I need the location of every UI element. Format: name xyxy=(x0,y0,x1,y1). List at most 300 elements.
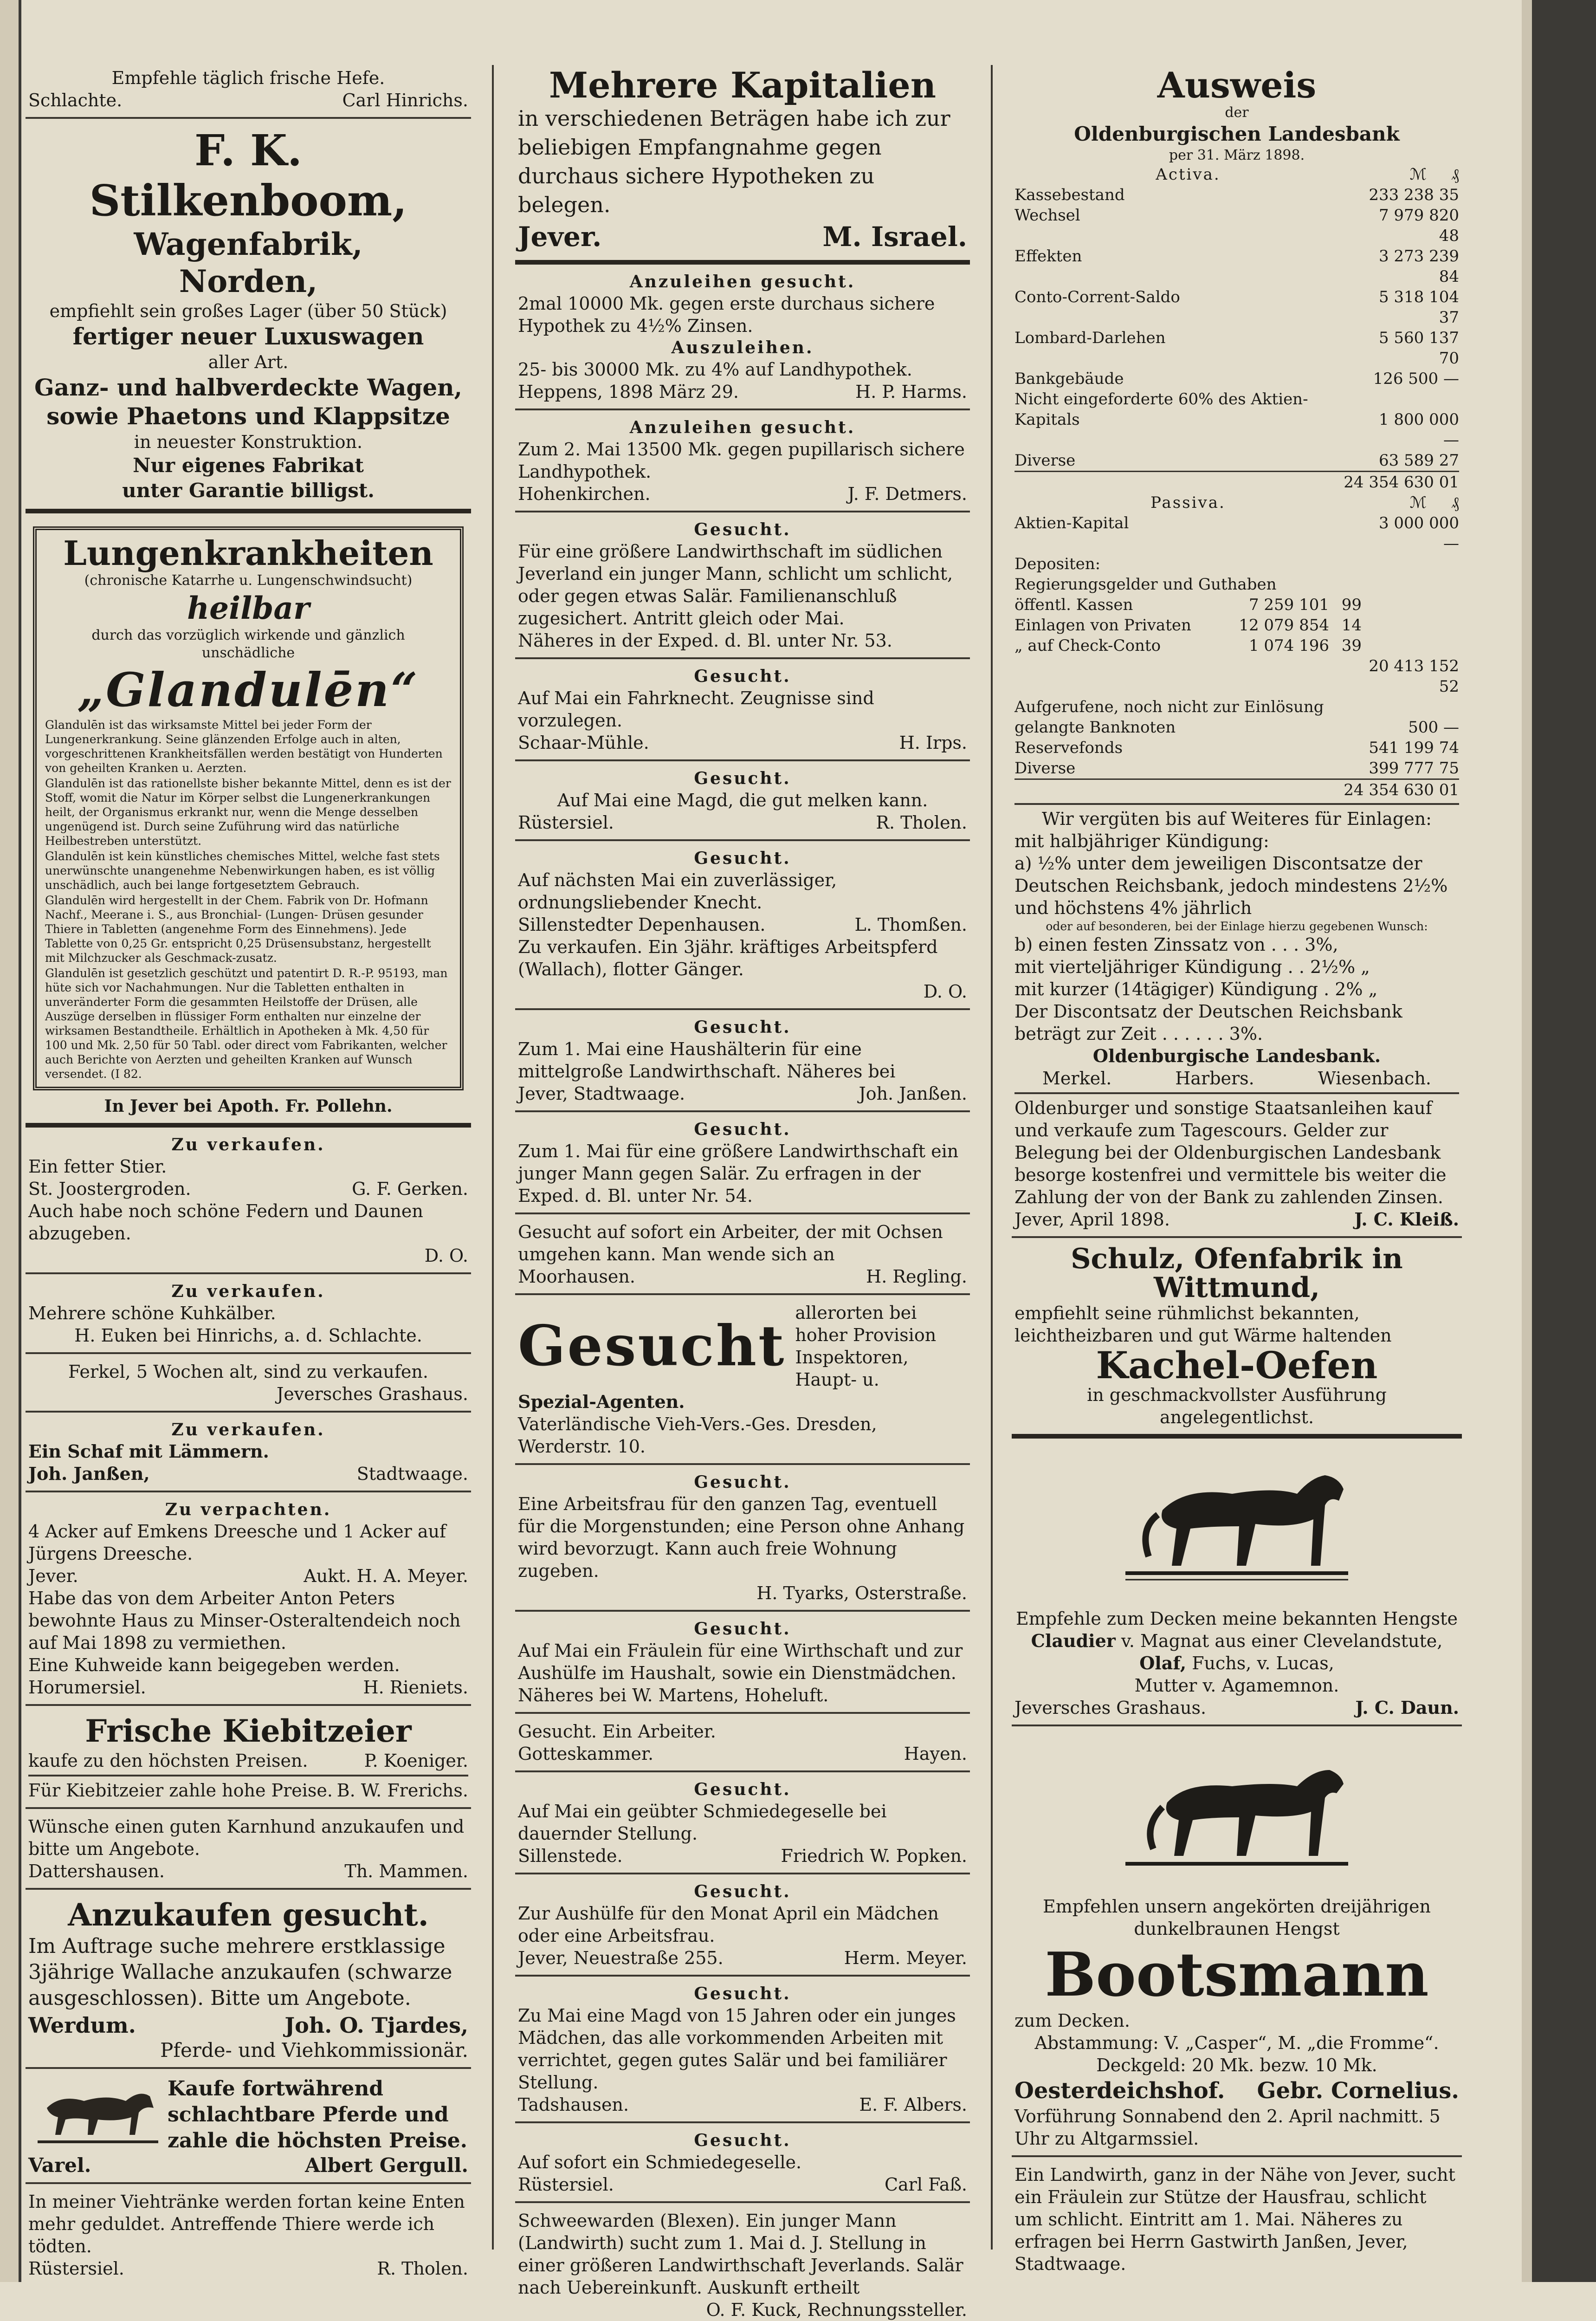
cell-label: Nicht eingeforderte 60% des Aktien- xyxy=(1014,390,1308,408)
cell-b xyxy=(1329,328,1362,369)
cell-label: Kassebestand xyxy=(1014,186,1125,204)
cell-b xyxy=(1371,389,1393,409)
ad-signer: Gebr. Cornelius. xyxy=(1257,2078,1459,2104)
ad-schweewarden xyxy=(515,2203,970,2321)
left-page-edge xyxy=(0,0,21,2282)
stallion-name: Bootsmann xyxy=(1045,1939,1429,2010)
ad-text: Fuchs, v. Lucas, xyxy=(1192,1653,1334,1673)
ad-text: Oldenburgische Landesbank. xyxy=(1092,1045,1381,1066)
cell-label: Kapitals xyxy=(1014,410,1080,429)
cell-a: 7 259 101 xyxy=(1248,596,1329,614)
currency-mark: ℳ xyxy=(1409,493,1427,512)
ad-heading: Zu verkaufen. xyxy=(171,1282,325,1301)
ad-text: Habe das von dem Arbeiter Anton Peters bewohnte Haus zu Minser-Osteraltendeich noch auf Mai 1898 zu vermiethen. xyxy=(28,1588,461,1653)
ad-signer: H. Irps. xyxy=(899,733,967,753)
ad-heading: Gesucht. xyxy=(694,1984,791,2003)
cell-label: öffentl. Kassen xyxy=(1014,596,1133,614)
ad-place: Sillenstede. xyxy=(518,1846,623,1866)
ad-heading: Gesucht. xyxy=(694,520,791,539)
ad-signer: E. F. Albers. xyxy=(859,2094,967,2115)
ad-text: der xyxy=(1225,104,1249,121)
ad-text: durch das vorzüglich wirkende und gänzlich unschädliche xyxy=(91,627,405,661)
cell-a xyxy=(1324,697,1380,717)
ad-text: 4 Acker auf Emkens Dreesche und 1 Acker auf Jürgens Dreesche. xyxy=(28,1521,446,1564)
ad-signer: D. O. xyxy=(424,1245,468,1266)
cell-b xyxy=(1329,185,1362,205)
ad-text: Wünsche einen guten Karnhund anzukaufen und bitte um Angebote. xyxy=(28,1816,465,1859)
ad-signer: Harbers. xyxy=(1175,1068,1254,1089)
ad-gesucht-5 xyxy=(515,1010,970,1112)
cell-c xyxy=(1379,574,1459,595)
cell-label: Diverse xyxy=(1014,451,1076,470)
ad-text: Abstammung: V. „Casper“, M. „die Fromme“. xyxy=(1034,2033,1439,2053)
ad-schaf xyxy=(26,1413,471,1492)
ad-place: Hohenkirchen. xyxy=(518,484,651,504)
ad-signer: J. F. Detmers. xyxy=(847,484,967,504)
cell-a xyxy=(1236,369,1329,389)
cell-label: Einlagen von Privaten xyxy=(1014,616,1191,635)
ad-place: Jever. xyxy=(28,1566,78,1586)
ad-verpachten xyxy=(26,1492,471,1706)
cell-c: 500 — xyxy=(1408,718,1459,737)
ad-heading: Gesucht. xyxy=(694,849,791,868)
ad-text: heilbar xyxy=(187,590,310,626)
ad-signer: R. Tholen. xyxy=(876,812,967,833)
cell-c: 63 589 27 xyxy=(1378,451,1459,470)
cell-a xyxy=(1308,389,1371,409)
cell-c xyxy=(1362,554,1459,574)
ad-text: mit halbjähriger Kündigung: xyxy=(1014,831,1269,851)
ad-signer: Friedrich W. Popken. xyxy=(781,1846,967,1866)
ad-gesucht-12 xyxy=(515,2123,970,2203)
cell-label: Effekten xyxy=(1014,247,1082,266)
ad-signer: P. Koeniger. xyxy=(364,1750,468,1771)
ad-signer: H. Rieniets. xyxy=(363,1677,468,1698)
cell-b: 99 xyxy=(1341,596,1362,614)
ad-subtitle: Wagenfabrik, xyxy=(134,226,363,262)
currency-mark: ₰ xyxy=(1451,165,1459,184)
ad-text: Spezial-Agenten. xyxy=(518,1391,685,1412)
ad-text: Auf nächsten Mai ein zuverlässiger, ordnungsliebender Knecht. xyxy=(518,870,837,913)
table-row xyxy=(1014,717,1459,738)
glandulen-paragraph: Glandulēn ist das rationellste bisher bekannte Mittel, denn es ist der Stoff, womit die Natur im Körper selbst die Lungenerkrankungen heilt, der Organismus erkrankt nur, wenn die Menge desselben ungenügend ist. Durch seine Zuführung wird das natürliche Heilbestreben unterstützt. xyxy=(45,777,451,848)
ad-heading: Zu verkaufen. xyxy=(171,1420,325,1439)
cell-b: 39 xyxy=(1341,636,1362,655)
ad-signer: Joh. Janßen. xyxy=(859,1083,967,1104)
cell-c xyxy=(1362,635,1459,656)
ad-text: Oldenburger und sonstige Staatsanleihen kauf und verkaufe zum Tagescours. Gelder zur Belegung bei der Oldenburgischen Landesbank besorge kostenfrei und vermittele bis weiter die Zahlung der von der Bank zu zahlenden Zinsen. xyxy=(1014,1098,1447,1207)
ad-gesucht-3 xyxy=(515,761,970,841)
horse-icon xyxy=(28,2075,168,2154)
ad-text: in verschiedenen Beträgen habe ich zur beliebigen Empfangnahme gegen durchaus sichere Hypotheken zu belegen. xyxy=(518,106,950,217)
ad-place: Stadtwaage. xyxy=(356,1464,468,1484)
cell-a xyxy=(1277,574,1353,595)
passiva-total: 24 354 630 01 xyxy=(1344,781,1459,799)
ad-text: Empfehlen unsern angekörten dreijährigen dunkelbraunen Hengst xyxy=(1043,1896,1431,1939)
ad-gesucht-4 xyxy=(515,841,970,1010)
table-row xyxy=(1014,635,1459,656)
ad-kuhkaelber xyxy=(26,1274,471,1354)
ad-signer: J. C. Kleiß. xyxy=(1354,1209,1459,1230)
ad-text: Für eine größere Landwirthschaft im südlichen Jeverland ein junger Mann, schlicht um schlicht, oder gegen etwas Salär. Familienanschluß zugesichert. Antritt gleich oder Mai. xyxy=(518,541,953,629)
ad-place: Jever. xyxy=(518,221,602,253)
ad-signer: R. Tholen. xyxy=(377,2258,468,2279)
table-row xyxy=(1014,369,1459,389)
column-rule-1 xyxy=(492,65,494,2250)
ad-heading: Gesucht. xyxy=(694,1780,791,1799)
cell-b xyxy=(1329,246,1362,287)
ad-text: mit kurzer (14tägiger) Kündigung . 2% „ xyxy=(1014,979,1378,999)
ad-place: Werdum. xyxy=(28,2013,136,2038)
cell-c: 233 238 35 xyxy=(1369,186,1459,204)
ad-heading: Gesucht. xyxy=(694,2131,791,2150)
ad-heading: Gesucht. xyxy=(694,769,791,788)
ad-text: Auf Mai eine Magd, die gut melken kann. xyxy=(557,790,928,810)
ad-text: Ein Schaf mit Lämmern. xyxy=(28,1441,269,1462)
column-2 xyxy=(515,60,970,2320)
currency-mark: ₰ xyxy=(1451,493,1459,512)
ad-title: Schulz, Ofenfabrik in Wittmund, xyxy=(1071,1243,1403,1304)
ad-text: a) ½% unter dem jeweiligen Discontsatze der Deutschen Reichsbank, jedoch mindestens 2½% und höchstens 4% jährlich xyxy=(1014,853,1448,918)
cell-label: Lombard-Darlehen xyxy=(1014,329,1166,347)
activa-header xyxy=(1014,164,1459,185)
table-row xyxy=(1014,738,1459,758)
ad-kapitalien xyxy=(515,60,970,265)
ad-date: per 31. März 1898. xyxy=(1169,147,1305,163)
ad-place: Jever, April 1898. xyxy=(1014,1209,1170,1230)
cell-c xyxy=(1362,595,1459,615)
cell-b xyxy=(1329,656,1362,697)
ad-text: Kaufe fortwährend schlachtbare Pferde und zahle die höchsten Preise. xyxy=(168,2077,467,2152)
ad-signer: Carl Hinrichs. xyxy=(342,90,468,110)
table-row xyxy=(1014,409,1459,450)
ad-text: Mutter v. Agamemnon. xyxy=(1134,1675,1339,1696)
ad-text: Nur eigenes Fabrikat xyxy=(133,454,364,477)
ad-signer: M. Israel. xyxy=(822,221,967,253)
ad-place: Oesterdeichshof. xyxy=(1014,2078,1225,2104)
ad-ausweis xyxy=(1012,60,1462,1238)
ad-signer: Carl Faß. xyxy=(884,2174,967,2195)
ad-title: Lungenkrankheiten xyxy=(63,533,433,573)
ad-gesucht-11 xyxy=(515,1977,970,2123)
cell-b xyxy=(1329,758,1362,778)
horse-icon xyxy=(1107,1450,1367,1603)
cell-a xyxy=(1236,450,1329,471)
cell-a xyxy=(1236,554,1329,574)
ad-signer: L. Thomßen. xyxy=(854,914,967,935)
right-page-edge xyxy=(1532,0,1596,2282)
cell-b xyxy=(1329,409,1362,450)
cell-c: 541 199 74 xyxy=(1369,739,1459,757)
ad-signer: H. Euken bei Hinrichs, a. d. Schlachte. xyxy=(74,1325,422,1346)
column-1 xyxy=(26,60,471,2279)
ad-anzukaufen xyxy=(26,1890,471,2069)
ad-signer: D. O. xyxy=(923,981,967,1002)
ad-signer: H. Regling. xyxy=(866,1266,967,1287)
cell-a xyxy=(1236,205,1329,246)
ad-gesucht-10 xyxy=(515,1874,970,1977)
ad-text: empfiehlt seine rühmlichst bekannten, leichtheizbaren und gut Wärme haltenden xyxy=(1014,1303,1392,1346)
ad-text: Zum 1. Mai für eine größere Landwirthschaft ein junger Mann gegen Salär. Zu erfragen in der Exped. d. Bl. unter Nr. 54. xyxy=(518,1141,959,1206)
ad-hengste xyxy=(1012,1439,1462,1726)
ad-heading: Gesucht. xyxy=(694,1018,791,1037)
ad-title: Gesucht xyxy=(518,1313,786,1379)
cell-b xyxy=(1380,697,1400,717)
ad-text: Ferkel, 5 Wochen alt, sind zu verkaufen. xyxy=(68,1361,428,1382)
ad-hefe xyxy=(26,60,471,119)
cell-a xyxy=(1236,287,1329,328)
ad-text: Wir vergüten bis auf Weiteres für Einlagen: xyxy=(1042,809,1432,829)
ad-anzuleihen-1 xyxy=(515,265,970,410)
ad-text: Schweewarden (Blexen). Ein junger Mann (Landwirth) sucht zum 1. Mai d. J. Stellung in einer größeren Landwirthschaft Jeverlands. Salär nach Uebereinkunft. Auskunft ertheilt xyxy=(518,2211,963,2298)
ad-text: Gesucht. Ein Arbeiter. xyxy=(518,1721,716,1742)
ad-title: F. K. Stilkenboom, xyxy=(89,125,407,226)
table-row xyxy=(1014,246,1459,287)
ad-text: 2mal 10000 Mk. gegen erste durchaus sichere Hypothek zu 4½% Zinsen. xyxy=(518,293,935,336)
ad-place: Dattershausen. xyxy=(28,1861,165,1881)
cell-c: 1 800 000 — xyxy=(1378,410,1459,449)
ad-text: allerorten bei hoher Provision Inspektoren, Haupt- u. xyxy=(795,1303,937,1390)
ad-text: in neuester Konstruktion. xyxy=(134,432,363,452)
ad-signer: O. F. Kuck, Rechnungssteller. xyxy=(706,2300,967,2320)
cell-c xyxy=(1393,389,1459,409)
ad-ochsen xyxy=(515,1214,970,1295)
ad-text: Im Auftrage suche mehrere erstklassige 3jährige Wallache anzukaufen (schwarze ausgeschlossen). Bitte um Angebote. xyxy=(28,1934,452,2010)
cell-label: Diverse xyxy=(1014,759,1076,778)
cell-b xyxy=(1329,369,1362,389)
ad-text: v. Magnat aus einer Clevelandstute, xyxy=(1121,1631,1443,1651)
ad-footer: In Jever bei Apoth. Fr. Pollehn. xyxy=(104,1096,393,1116)
ad-heading: Zu verpachten. xyxy=(165,1500,332,1519)
ad-place: Schlachte. xyxy=(28,90,123,110)
ad-landwirth xyxy=(1012,2157,1462,2281)
cell-b xyxy=(1329,450,1362,471)
glandulen-body xyxy=(45,718,452,1081)
ad-city: Norden, xyxy=(179,263,318,299)
ad-place: Rüstersiel. xyxy=(518,2174,614,2195)
ad-text: zum Decken. xyxy=(1014,2010,1130,2031)
ad-text: Auf Mai ein Fahrknecht. Zeugnisse sind vorzulegen. xyxy=(518,688,874,731)
ad-text: Näheres in der Exped. d. Bl. unter Nr. 53. xyxy=(518,630,892,651)
cell-c: 5 560 137 70 xyxy=(1378,329,1459,368)
table-row xyxy=(1014,697,1459,717)
ad-place: Gotteskammer. xyxy=(518,1744,654,1764)
table-row xyxy=(1014,389,1459,409)
ad-heading: Zu verkaufen. xyxy=(171,1135,325,1154)
ad-text: Pferde- und Viehkommissionär. xyxy=(160,2039,468,2062)
column-3 xyxy=(1012,60,1462,2274)
ad-gesucht-8 xyxy=(515,1612,970,1714)
cell-label: „ auf Check-Conto xyxy=(1014,636,1161,655)
ad-text: in geschmackvollster Ausführung angelegentlichst. xyxy=(1087,1385,1387,1427)
ad-heading: Gesucht. xyxy=(694,1619,791,1639)
ad-text: (chronische Katarrhe u. Lungenschwindsucht) xyxy=(84,572,413,589)
ad-text: b) einen festen Zinssatz von . . . 3%, xyxy=(1014,934,1338,955)
table-row xyxy=(1014,595,1459,615)
ad-text: oder auf besonderen, bei der Einlage hierzu gegebenen Wunsch: xyxy=(1046,920,1428,933)
ad-place: Moorhausen. xyxy=(518,1266,635,1287)
glandulen-paragraph: Glandulēn ist gesetzlich geschützt und patentirt D. R.-P. 95193, man hüte sich vor Nachahmungen. Nur die Tabletten enthalten in unveränderter Form die gesammten Heilstoffe der Drüsen, alle Auszüge derselben in flüssiger Form enthalten nur einzelne der wirksamen Bestandtheile. Erhältlich in Apotheken à Mk. 4,50 für 100 und Mk. 2,50 für 50 Tabl. oder direct vom Fabrikanten, welcher auch Berichte von Aerzten und geheilten Kranken auf Wunsch versendet. (I 82. xyxy=(45,966,448,1081)
ad-text: Gesucht auf sofort ein Arbeiter, der mit Ochsen umgehen kann. Man wende sich an xyxy=(518,1222,943,1264)
ad-signer: Albert Gergull. xyxy=(305,2154,468,2177)
ad-signer: Joh. Janßen, xyxy=(28,1463,150,1484)
ad-text: Zu verkaufen. Ein 3jähr. kräftiges Arbeitspferd (Wallach), flotter Gänger. xyxy=(518,937,938,979)
ad-gesucht-1 xyxy=(515,512,970,659)
table-row xyxy=(1014,185,1459,205)
ad-place: Horumersiel. xyxy=(28,1677,146,1698)
ad-text: unter Garantie billigst. xyxy=(122,479,375,502)
ad-place: St. Joostergroden. xyxy=(28,1179,191,1199)
table-row xyxy=(1014,328,1459,369)
ad-text: Eine Kuhweide kann beigegeben werden. xyxy=(28,1655,400,1675)
ad-text: Für Kiebitzeier zahle hohe Preise. xyxy=(28,1780,333,1801)
cell-b xyxy=(1329,513,1362,554)
cell-label: Aufgerufene, noch nicht zur Einlösung xyxy=(1014,698,1324,716)
ad-glandulen xyxy=(26,513,471,1128)
ad-place: Jever, Stadtwaage. xyxy=(518,1083,685,1104)
ad-place: Varel. xyxy=(28,2154,91,2177)
ad-heading: Gesucht. xyxy=(694,1472,791,1492)
ad-signer: Joh. O. Tjardes, xyxy=(284,2013,468,2038)
ad-text: Eine Arbeitsfrau für den ganzen Tag, eventuell für die Morgenstunden; eine Person ohne Anhang wird bevorzugt. Kann auch freie Wohnung zugeben. xyxy=(518,1494,965,1581)
ad-gesucht-2 xyxy=(515,659,970,761)
ad-text: Auf Mai ein Fräulein für eine Wirthschaft und zur Aushülfe im Haushalt, sowie ein Dienstmädchen. Näheres bei W. Martens, Hoheluft. xyxy=(518,1640,963,1705)
ad-gergull xyxy=(26,2069,471,2184)
currency-mark: ℳ xyxy=(1409,165,1427,184)
ad-heading: Anzuleihen gesucht. xyxy=(629,272,856,292)
ad-ferkel xyxy=(26,1354,471,1413)
column-rule-2 xyxy=(991,65,993,2250)
cell-a xyxy=(1236,409,1329,450)
ad-signer: Jeversches Grashaus. xyxy=(276,1384,468,1404)
cell-c: 5 318 104 37 xyxy=(1378,288,1459,327)
ad-gesucht-7 xyxy=(515,1465,970,1612)
cell-b xyxy=(1329,287,1362,328)
ad-signer: Aukt. H. A. Meyer. xyxy=(304,1566,468,1586)
ad-text: Empfehle zum Decken meine bekannten Hengste xyxy=(1016,1608,1458,1629)
passiva-header xyxy=(1014,493,1459,513)
ad-title: Ausweis xyxy=(1157,65,1317,106)
ad-schulz xyxy=(1012,1238,1462,1439)
horse-icon xyxy=(1107,1738,1367,1891)
activa-table xyxy=(1014,185,1459,471)
ad-text: Ganz- und halbverdeckte Wagen, xyxy=(34,374,462,401)
ad-stilkenboom xyxy=(26,119,471,513)
glandulen-frame xyxy=(33,526,464,1090)
ad-heading: Gesucht. xyxy=(694,1882,791,1901)
ad-signer: J. C. Daun. xyxy=(1355,1697,1459,1718)
cell-c: 126 500 — xyxy=(1373,370,1459,388)
ad-text: In meiner Viehtränke werden fortan keine Enten mehr geduldet. Antreffende Thiere werde ich tödten. xyxy=(28,2191,465,2256)
ad-place: Jever, Neuestraße 255. xyxy=(518,1948,724,1968)
cell-label: Reservefonds xyxy=(1014,739,1123,757)
ad-place: Heppens, 1898 März 29. xyxy=(518,382,739,402)
ad-heading: Gesucht. xyxy=(694,667,791,686)
stallion-name: Olaf, xyxy=(1139,1653,1187,1673)
ad-stier xyxy=(26,1128,471,1274)
activa-label: Activa. xyxy=(1156,165,1221,184)
cell-label xyxy=(1014,656,1236,697)
table-row xyxy=(1014,615,1459,635)
ad-text: Vaterländische Vieh-Vers.-Ges. Dresden, Werderstr. 10. xyxy=(518,1414,877,1457)
ad-text: mit vierteljähriger Kündigung . . 2½% „ xyxy=(1014,957,1370,977)
ad-text: Zu Mai eine Magd von 15 Jahren oder ein junges Mädchen, das alle vorkommenden Arbeiten mit verrichtet, gegen gutes Salär und bei familiärer Stellung. xyxy=(518,2005,956,2093)
cell-a xyxy=(1236,758,1329,778)
ad-kiebitz xyxy=(26,1706,471,1809)
cell-label: Regierungsgelder und Guthaben xyxy=(1014,575,1277,594)
ad-signer: Hayen. xyxy=(904,1744,967,1764)
ad-anzuleihen-2 xyxy=(515,410,970,512)
cell-c: 3 273 239 84 xyxy=(1378,247,1459,286)
ad-text: Der Discontsatz der Deutschen Reichsbank beträgt zur Zeit . . . . . . 3%. xyxy=(1014,1001,1402,1044)
cell-a xyxy=(1236,246,1329,287)
cell-c: 399 777 75 xyxy=(1369,759,1459,778)
ad-text: empfiehlt sein großes Lager (über 50 Stück) xyxy=(49,301,447,321)
cell-c: 7 979 820 48 xyxy=(1378,206,1459,245)
ad-text: Auf sofort ein Schmiedegeselle. xyxy=(518,2152,802,2172)
ad-place: Jeversches Grashaus. xyxy=(1014,1698,1207,1718)
ad-signer: H. Tyarks, Osterstraße. xyxy=(756,1583,967,1603)
cell-a xyxy=(1236,738,1329,758)
ad-text: aller Art. xyxy=(208,352,289,372)
ad-signer: H. P. Harms. xyxy=(855,382,967,402)
cell-a xyxy=(1236,328,1329,369)
ad-place: Rüstersiel. xyxy=(518,812,614,833)
cell-a xyxy=(1236,185,1329,205)
product-name: Kachel-Oefen xyxy=(1096,1343,1378,1387)
cell-label: gelangte Banknoten xyxy=(1014,718,1176,737)
ad-text: Ein Landwirth, ganz in der Nähe von Jever, sucht ein Fräulein zur Stütze der Hausfrau, schlicht um schlicht. Eintritt am 1. Mai. Näheres zu erfragen bei Herrn Gastwirth Janßen, Jever, Stadtwaage. xyxy=(1014,2165,1455,2274)
cell-b xyxy=(1329,205,1362,246)
cell-label: Depositen: xyxy=(1014,555,1101,573)
product-name: „Glandulēn“ xyxy=(77,662,420,717)
cell-label: Wechsel xyxy=(1014,206,1080,225)
cell-b xyxy=(1329,717,1362,738)
cell-b xyxy=(1329,554,1362,574)
ad-place: Rüstersiel. xyxy=(28,2258,124,2279)
ad-heading: Anzuleihen gesucht. xyxy=(629,418,856,437)
passiva-label: Passiva. xyxy=(1150,493,1226,512)
table-row xyxy=(1014,450,1459,471)
ad-title: Anzukaufen gesucht. xyxy=(68,1897,429,1933)
stallion-name: Claudier xyxy=(1031,1630,1116,1651)
ad-text: Auf Mai ein geübter Schmiedegeselle bei dauernder Stellung. xyxy=(518,1801,887,1844)
table-row xyxy=(1014,758,1459,778)
ad-text: Deckgeld: 20 Mk. bezw. 10 Mk. xyxy=(1096,2055,1377,2075)
ad-viehtraenke xyxy=(26,2184,471,2285)
table-row xyxy=(1014,554,1459,574)
cell-a xyxy=(1236,513,1329,554)
ad-text: Zur Aushülfe für den Monat April ein Mädchen oder eine Arbeitsfrau. xyxy=(518,1903,939,1946)
cell-label: Conto-Corrent-Saldo xyxy=(1014,288,1180,306)
glandulen-paragraph: Glandulēn ist das wirksamste Mittel bei jeder Form der Lungenerkrankung. Seine glänzenden Erfolge auch in alten, vorgeschrittenen Krankheitsfällen werden bestätigt von Hunderten von geheilten Kranken u. Aerzten. xyxy=(45,718,443,775)
cell-a xyxy=(1236,717,1329,738)
cell-a xyxy=(1236,656,1329,697)
cell-c: 3 000 000 — xyxy=(1378,514,1459,553)
table-row xyxy=(1014,287,1459,328)
ad-versicherung xyxy=(515,1295,970,1465)
cell-b: 14 xyxy=(1341,616,1362,635)
ad-text: Zum 2. Mai 13500 Mk. gegen pupillarisch sichere Landhypothek. xyxy=(518,439,965,482)
cell-c xyxy=(1362,615,1459,635)
table-row xyxy=(1014,574,1459,595)
passiva-table xyxy=(1014,513,1459,778)
ad-signer: B. W. Frerichs. xyxy=(336,1780,468,1801)
table-row xyxy=(1014,205,1459,246)
ad-signer: Th. Mammen. xyxy=(344,1861,468,1881)
ad-signer: Merkel. xyxy=(1042,1068,1112,1089)
right-margin xyxy=(1522,0,1532,2282)
